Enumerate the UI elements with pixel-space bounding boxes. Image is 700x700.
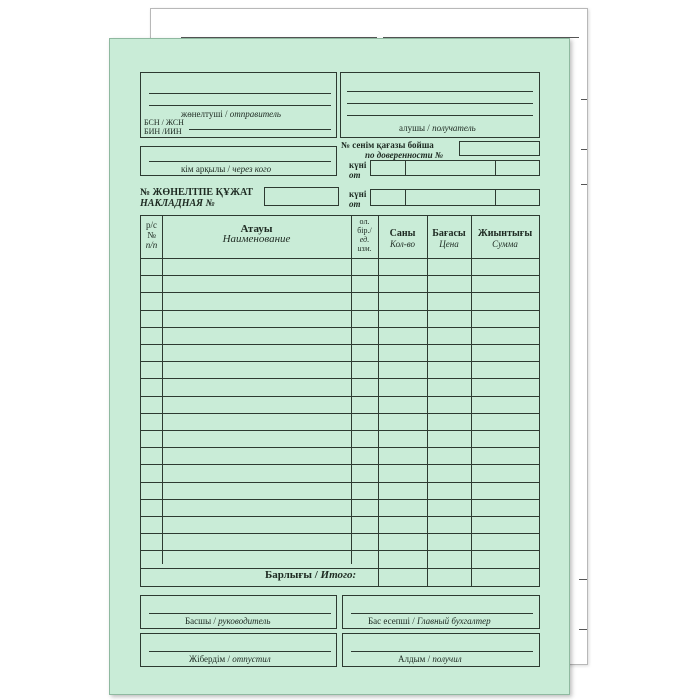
receiver-line-2 [347,103,533,104]
header-name: Атауы Наименование [222,223,291,245]
table-row-line [141,533,539,534]
signature-line [351,651,533,652]
back-line [579,579,587,580]
signature-released-label: Жібердім / отпустил [189,654,271,664]
poa-date-kz: күні [349,160,367,170]
back-line [581,184,587,185]
table-row-line [141,413,539,414]
col-divider [471,216,472,586]
signature-line [149,651,331,652]
table-row-line [141,464,539,465]
header-sum: Жиынтығы Сумма [477,228,533,249]
table-row-line [141,327,539,328]
table-row-line [141,430,539,431]
col-divider [378,216,379,586]
waybill-date-kz: күні [349,189,367,199]
waybill-number-field[interactable] [264,187,339,206]
table-row-line [141,550,539,551]
col-divider [427,216,428,586]
signature-line [351,613,533,614]
signature-released [140,633,337,667]
poa-date-sep [495,161,496,175]
poa-label-ru: по доверенности № [365,150,444,160]
signature-head [140,595,337,629]
receiver-label: алушы / получатель [399,123,476,133]
table-row-line [141,258,539,259]
table-row-line [141,396,539,397]
back-line [581,99,587,100]
back-line [579,629,587,630]
waybill-date-ru: от [349,199,361,209]
table-row-line [141,516,539,517]
sender-line-2 [149,105,331,106]
sender-bin-kz: БСН / ЖСН [144,118,184,127]
signature-accountant [342,595,540,629]
back-line [581,149,587,150]
signature-received [342,633,540,667]
table-row-line [141,499,539,500]
waybill-date-sep [405,190,406,205]
signature-accountant-label: Бас есепші / Главный бухгалтер [368,616,491,626]
poa-number-field[interactable] [459,141,540,156]
waybill-label: № ЖӨНЕЛТПЕ ҚҰЖАТ [140,187,253,198]
table-row-line [141,275,539,276]
table-row-line [141,361,539,362]
col-divider [162,216,163,564]
table-row-line [141,482,539,483]
table-row-line [141,292,539,293]
sender-label: жөнелтуші / отправитель [181,109,281,119]
waybill-date-field[interactable] [370,189,540,206]
table-row-line [141,310,539,311]
poa-label: № сенім қағазы бойша [341,140,434,150]
header-qty: Саны Кол-во [389,228,416,249]
table-row-line [141,378,539,379]
col-divider [351,216,352,564]
receiver-box [340,72,540,138]
waybill-date-sep [495,190,496,205]
goods-table [140,215,540,587]
header-price: Бағасы Цена [432,228,466,249]
via-label: кім арқылы / через кого [181,164,272,174]
signature-head-label: Басшы / руководитель [185,616,271,626]
waybill-label-ru: НАКЛАДНАЯ № [140,198,215,209]
table-row-line [141,344,539,345]
poa-date-ru: от [349,170,361,180]
receiver-line-1 [347,91,533,92]
signature-received-label: Алдым / получил [398,654,462,664]
poa-date-field[interactable] [370,160,540,176]
sender-box [140,72,337,138]
sender-line-1 [149,93,331,94]
sender-bin-ru: БИН /ИИН [144,127,182,136]
total-label: Барлығы / Итого: [265,569,357,581]
via-box [140,146,337,176]
table-row-line [141,447,539,448]
waybill-form [109,38,570,695]
sender-bin-line [189,129,331,130]
signature-line [149,613,331,614]
header-number: р/с № п/п [145,220,158,250]
via-line [149,161,331,162]
header-unit: ол. бір./ ед. изм. [357,217,372,253]
receiver-line-3 [347,115,533,116]
poa-date-sep [405,161,406,175]
